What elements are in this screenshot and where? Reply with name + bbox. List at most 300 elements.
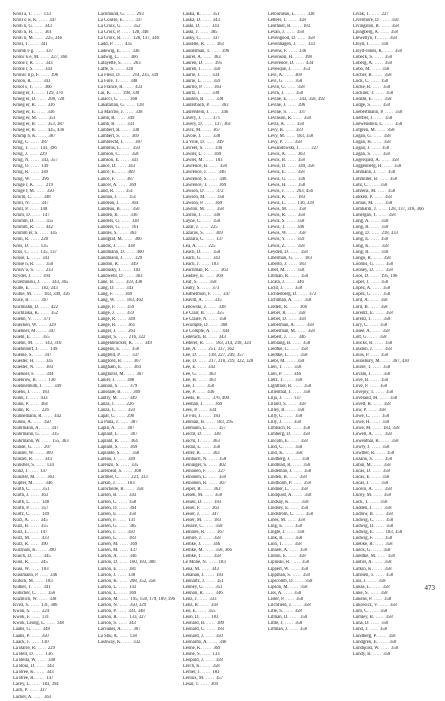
entry-pages: 358: [382, 152, 390, 158]
leader-dots: .....: [371, 316, 384, 322]
entry-pages: 351: [216, 578, 224, 584]
leader-dots: .....: [203, 493, 215, 499]
entry-pages: 183: [303, 24, 311, 30]
entry-pages: 358: [303, 462, 311, 468]
entry-pages: 358: [298, 207, 306, 212]
entry-name: Lach, P.: [13, 688, 28, 694]
entry-name: Lawson, M.: [183, 194, 206, 200]
entry-pages: 131, 386: [40, 603, 58, 609]
entry-name: Landmann, J.: [98, 255, 124, 261]
entry-name: Lucey, M.: [353, 493, 373, 499]
entry-name: La France, R.: [98, 85, 124, 91]
leader-dots: .....: [282, 609, 295, 615]
leader-dots: .....: [115, 481, 128, 487]
leader-dots: .....: [199, 615, 212, 621]
entry-pages: 358: [383, 651, 391, 657]
entry-name: Lawton, M.: [183, 207, 206, 212]
entry-pages: 347: [223, 292, 231, 298]
entry-name: Kroh n, G.: [13, 24, 34, 30]
entry-name: Losee, A.: [353, 328, 371, 334]
entry-pages: 358: [303, 389, 311, 395]
entry-name: Kuhn, J.: [13, 395, 29, 401]
leader-dots: .....: [372, 560, 385, 566]
entry-pages: 149: [50, 347, 58, 353]
entry-pages: 358: [384, 566, 392, 572]
leader-dots: .....: [371, 85, 384, 91]
entry-pages: 358: [380, 499, 388, 505]
entry-name: Luis, J.: [353, 578, 367, 584]
leader-dots: .....: [121, 36, 134, 42]
leader-dots: .....: [30, 176, 42, 182]
leader-dots: .....: [30, 682, 43, 688]
entry-name: Lingle, J.: [268, 529, 286, 535]
entry-pages: 134: [46, 462, 54, 468]
entry-pages: 351: [215, 584, 223, 590]
entry-pages: 358: [385, 517, 393, 523]
leader-dots: .....: [205, 578, 217, 584]
leader-dots: .....: [286, 334, 299, 340]
entry-name: Landen, B.: [98, 213, 119, 219]
entry-pages: 358: [294, 523, 302, 529]
entry-name: Leonard, J.: [183, 633, 204, 639]
entry-pages: 350: [127, 529, 135, 535]
entry-pages: 333, 348: [128, 609, 145, 615]
leader-dots: .....: [200, 450, 213, 456]
leader-dots: .....: [373, 536, 386, 542]
entry-name: Lott, G.: [353, 334, 368, 340]
entry-name: Lawrence, S.: [183, 176, 208, 182]
leader-dots: .....: [288, 615, 301, 621]
entry-pages: 219: [45, 182, 53, 188]
entry-pages: 400: [136, 249, 144, 255]
entry-pages: 358: [385, 261, 393, 267]
leader-dots: .....: [36, 645, 48, 651]
entry-pages: 358: [395, 109, 403, 115]
entry-name: Lenz, J.: [183, 597, 198, 602]
entry-pages: 148: [42, 499, 50, 505]
entry-name: Lien, T.: [268, 365, 283, 371]
entry-name: Kuss, W.: [13, 566, 30, 572]
entry-pages: 358: [386, 572, 394, 578]
entry-name: Landers, G.: [98, 225, 120, 231]
entry-pages: 227: [381, 12, 389, 17]
leader-dots: .....: [372, 505, 385, 511]
entry-pages: 128, 348: [132, 30, 149, 36]
entry-name: Landgraf, M.: [98, 237, 123, 243]
entry-name: Lauterbach, P.: [183, 103, 210, 109]
entry-name: Krus, C.: [13, 249, 29, 255]
entry-pages: 137: [216, 237, 224, 243]
leader-dots: .....: [376, 554, 388, 560]
leader-dots: .....: [201, 115, 214, 121]
leader-dots: .....: [293, 54, 305, 60]
entry-name: Lavoie, J.: [183, 133, 202, 139]
entry-pages: 358: [219, 456, 227, 462]
leader-dots: .....: [205, 42, 217, 48]
leader-dots: .....: [118, 597, 131, 602]
entry-pages: 369: [130, 444, 138, 450]
entry-name: Lieberman, A.: [268, 322, 295, 328]
entry-pages: 337: [132, 353, 140, 359]
leader-dots: .....: [200, 24, 213, 30]
leader-dots: .....: [119, 152, 132, 158]
leader-dots: .....: [30, 487, 43, 493]
entry-name: Lowell, A.: [353, 432, 373, 438]
leader-dots: .....: [287, 207, 299, 212]
entry-name: Lamb, B.: [98, 121, 116, 127]
entry-name: Leidal, L.: [183, 444, 202, 450]
leader-dots: .....: [285, 359, 298, 365]
entry-name: Levin, J.: [268, 91, 285, 97]
entry-pages: 334: [209, 408, 217, 414]
leader-dots: .....: [32, 353, 45, 359]
leader-dots: .....: [285, 219, 298, 225]
entry-name: Lance, F.: [98, 176, 116, 182]
leader-dots: .....: [283, 536, 296, 542]
entry-pages: 198, 330: [122, 91, 140, 97]
entry-name: Ludden, J.: [353, 505, 373, 511]
leader-dots: .....: [116, 164, 129, 170]
entry-name: Lamb, R.: [98, 115, 116, 121]
entry-pages: 358: [303, 481, 311, 487]
leader-dots: .....: [40, 280, 52, 286]
entry-name: Lauren, D.: [183, 60, 204, 66]
entry-pages: 369: [45, 450, 53, 456]
entry-pages: 387: [126, 176, 134, 182]
entry-name: Layne, C.: [183, 219, 202, 225]
leader-dots: .....: [31, 554, 44, 560]
entry-pages: 358: [383, 139, 391, 145]
entry-pages: 358: [294, 609, 302, 615]
entry-pages: 358: [384, 97, 392, 103]
entry-pages: 343: [211, 566, 219, 572]
leader-dots: .....: [204, 274, 216, 280]
entry-pages: 358: [380, 237, 389, 243]
leader-dots: .....: [117, 566, 130, 572]
leader-dots: .....: [373, 310, 386, 316]
leader-dots: .....: [207, 456, 220, 462]
entry-pages: 358: [298, 18, 306, 24]
entry-pages: 358: [297, 219, 305, 225]
entry-pages: 136, 339: [297, 200, 314, 206]
entry-pages: 338: [49, 597, 57, 602]
leader-dots: .....: [29, 493, 41, 499]
entry-pages: 358: [390, 30, 398, 36]
entry-name: Ling, E.: [268, 523, 284, 529]
leader-dots: .....: [203, 657, 216, 663]
leader-dots: .....: [118, 54, 131, 60]
entry-pages: 183, 358: [385, 529, 403, 535]
leader-dots: .....: [371, 133, 384, 139]
entry-pages: 355: [216, 310, 224, 316]
entry-name: Lines, M.: [268, 517, 287, 523]
entry-pages: 358: [302, 572, 310, 578]
entry-pages: 358: [302, 432, 310, 438]
entry-pages: 345: [46, 359, 54, 365]
entry-name: Lofgren, M.: [353, 127, 376, 133]
entry-name: Lindstrom, C.: [268, 511, 295, 517]
entry-pages: 183, 394: [42, 682, 59, 688]
entry-pages: 346: [215, 590, 223, 596]
entry-pages: 293: [136, 12, 144, 17]
leader-dots: .....: [369, 621, 382, 627]
entry-pages: 363: [212, 450, 220, 456]
leader-dots: .....: [36, 97, 48, 103]
leader-dots: .....: [369, 237, 381, 243]
entry-pages: 367: [133, 359, 141, 365]
leader-dots: .....: [201, 645, 214, 651]
leader-dots: .....: [120, 72, 133, 78]
leader-dots: .....: [203, 584, 216, 590]
leader-dots: .....: [367, 334, 380, 340]
entry-name: Lehman, B.: [183, 420, 206, 426]
entry-name: Larkin, J.: [98, 481, 116, 487]
entry-pages: 218, 333: [381, 231, 398, 237]
leader-dots: .....: [292, 115, 304, 121]
entry-pages: 358: [380, 609, 388, 615]
entry-name: Kuzmich, W.: [13, 597, 38, 602]
entry-pages: 183, 402: [126, 298, 144, 304]
leader-dots: .....: [117, 560, 130, 566]
leader-dots: .....: [196, 371, 209, 377]
entry-name: Luedtke, M.: [353, 554, 377, 560]
leader-dots: .....: [290, 432, 303, 438]
leader-dots: .....: [124, 487, 137, 493]
entry-name: Lipinski, R.: [268, 560, 291, 566]
entry-name: Lenney, G.: [183, 584, 204, 590]
entry-name: Krumm, R.: [13, 225, 35, 231]
entry-name: Lopez, C.: [353, 292, 372, 298]
entry-name: Kuhrmann, W.: [13, 438, 41, 444]
entry-pages: 368: [134, 469, 142, 475]
entry-name: Lebowski, J.: [183, 304, 207, 310]
entry-name: Long, D.: [353, 231, 370, 237]
leader-dots: .....: [284, 91, 296, 97]
entry-pages: 358: [300, 347, 308, 353]
entry-name: Leroux, M.: [183, 676, 205, 682]
leader-dots: .....: [207, 426, 219, 432]
entry-pages: 358: [382, 146, 390, 152]
leader-dots: .....: [380, 359, 393, 365]
entry-pages: 347: [44, 353, 52, 359]
leader-dots: .....: [34, 225, 46, 231]
leader-dots: .....: [283, 79, 296, 85]
entry-name: Lemaire, R.: [183, 529, 206, 535]
entry-name: Laplant, L.: [98, 432, 119, 438]
entry-name: Low, P.: [353, 408, 367, 414]
entry-pages: 336: [215, 146, 223, 152]
entry-pages: 358: [379, 334, 387, 340]
entry-name: Loos, D.: [353, 274, 370, 280]
entry-pages: 355: [40, 523, 48, 529]
entry-pages: 337: [298, 109, 306, 115]
leader-dots: .....: [33, 450, 46, 456]
entry-name: Kurz, M.: [13, 536, 31, 542]
leader-dots: .....: [114, 188, 126, 194]
entry-pages: 358: [212, 664, 220, 670]
leader-dots: .....: [369, 225, 382, 231]
entry-name: Levine, J.: [268, 103, 287, 109]
entry-name: Ladwig, C.: [98, 54, 119, 60]
leader-dots: .....: [30, 213, 43, 219]
leader-dots: .....: [201, 213, 214, 219]
entry-name: Lokken, P.: [353, 194, 373, 200]
entry-name: Kuchlaika, K.: [13, 310, 40, 316]
leader-dots: .....: [120, 127, 133, 133]
entry-name: Kuecken, W.: [13, 322, 38, 328]
entry-pages: 147: [40, 469, 48, 475]
entry-pages: 343: [44, 456, 52, 462]
entry-name: Kunz, J.: [13, 469, 29, 475]
leader-dots: .....: [34, 219, 47, 225]
page-number: 473: [424, 584, 435, 592]
leader-dots: .....: [283, 377, 296, 383]
entry-pages: 225: [210, 225, 218, 231]
entry-pages: 358: [129, 499, 137, 505]
entry-name: Levenhagen, J.: [268, 42, 297, 48]
leader-dots: .....: [33, 341, 45, 347]
entry-pages: 358: [378, 578, 386, 584]
leader-dots: .....: [372, 597, 385, 602]
entry-pages: 363: [211, 505, 220, 511]
entry-name: Larson, L.: [98, 590, 118, 596]
leader-dots: .....: [124, 103, 137, 109]
leader-dots: .....: [36, 657, 49, 663]
entry-name: Long, K.: [353, 243, 370, 249]
entry-name: Lewis, T.: [268, 225, 286, 231]
entry-name: Kuenle, S.: [13, 353, 33, 359]
entry-pages: 337: [135, 18, 143, 24]
leader-dots: .....: [120, 30, 133, 36]
entry-pages: 369: [215, 231, 223, 237]
leader-dots: .....: [117, 536, 129, 542]
entry-name: Kuhrmann, A.: [13, 426, 40, 432]
entry-pages: 366: [44, 85, 52, 91]
entry-pages: 358: [387, 450, 395, 456]
entry-name: Leeman, J.: [183, 402, 204, 407]
leader-dots: .....: [289, 505, 301, 511]
leader-dots: .....: [117, 499, 130, 505]
leader-dots: .....: [35, 475, 48, 481]
entry-pages: 346: [296, 280, 304, 286]
entry-name: Lobeck, S.: [353, 54, 374, 60]
leader-dots: .....: [366, 408, 379, 414]
entry-name: Lourie, T.: [353, 365, 372, 371]
entry-pages: 358: [382, 420, 390, 426]
entry-pages: 358: [294, 365, 302, 371]
entry-pages: 364: [40, 402, 48, 407]
entry-name: Lee, J.: [183, 383, 196, 389]
entry-name: Lonergan, T.: [353, 213, 377, 219]
leader-dots: .....: [291, 462, 304, 468]
entry-name: Lemke, J.: [183, 542, 202, 548]
leader-dots: .....: [372, 97, 385, 103]
entry-pages: 358: [380, 79, 389, 85]
entry-name: Krumm er, S.: [13, 231, 39, 237]
entry-pages: 358: [216, 207, 224, 212]
entry-pages: 372: [216, 188, 224, 194]
leader-dots: .....: [369, 42, 382, 48]
leader-dots: .....: [123, 18, 136, 24]
entry-name: Larson, S.: [98, 621, 118, 627]
entry-pages: 183: [127, 481, 135, 487]
entry-name: Lovato, J.: [353, 371, 372, 377]
entry-pages: 358: [384, 194, 392, 200]
entry-pages: 358: [382, 444, 390, 450]
entry-name: Lindblad, R.: [268, 462, 292, 468]
leader-dots: .....: [207, 639, 220, 645]
entry-name: Lindholm, P.: [268, 481, 293, 487]
entry-name: Lance, D.: [98, 164, 117, 170]
entry-pages: 332: [133, 639, 141, 645]
entry-pages: 350, 329: [129, 603, 147, 609]
entry-name: Kroh n, H.: [13, 30, 34, 36]
index-columns: [13, 12, 433, 701]
entry-name: Larsen, M.: [98, 548, 119, 554]
entry-name: Kuce, B.: [13, 298, 30, 304]
entry-pages: 358: [213, 444, 221, 450]
leader-dots: .....: [208, 322, 221, 328]
entry-name: Kurtz, C.: [13, 511, 31, 517]
entry-name: Licht, J.: [268, 286, 284, 292]
entry-pages: 347: [48, 328, 56, 334]
entry-name: Larsen, C.: [98, 499, 118, 505]
leader-dots: .....: [370, 584, 383, 590]
leader-dots: .....: [205, 621, 217, 627]
entry-pages: 336: [132, 48, 140, 54]
entry-name: Lukens, P.: [353, 597, 373, 602]
entry-pages: 373: [212, 286, 220, 292]
entry-pages: 350: [41, 633, 49, 639]
leader-dots: .....: [115, 414, 128, 420]
leader-dots: .....: [118, 261, 131, 267]
entry-pages: 387: [135, 139, 143, 145]
entry-pages: 341: [131, 158, 139, 164]
entry-name: Loomis, G.: [353, 261, 375, 267]
entry-pages: 358: [389, 176, 397, 182]
leader-dots: .....: [287, 109, 299, 115]
entry-name: Leinonen, R.: [183, 481, 208, 487]
entry-pages: 336: [298, 176, 306, 182]
entry-name: Krug, R.: [13, 170, 30, 176]
entry-name: Lilja, J.: [268, 395, 283, 401]
entry-pages: 358: [306, 322, 314, 328]
entry-pages: 436: [207, 389, 215, 395]
entry-pages: 358: [301, 560, 310, 566]
entry-pages: 444: [222, 328, 230, 334]
entry-name: Kuhn, P.: [13, 402, 30, 407]
entry-pages: 349: [54, 383, 62, 389]
entry-name: Laplante, S.: [98, 450, 121, 456]
entry-name: Lehmann, L.: [183, 426, 208, 432]
leader-dots: .....: [118, 383, 131, 389]
leader-dots: .....: [285, 237, 298, 243]
entry-pages: 208, 352, 358: [129, 578, 156, 584]
leader-dots: .....: [371, 292, 384, 298]
entry-name: Luehrs, A.: [353, 560, 373, 566]
entry-name: Leinbach, N.: [183, 456, 208, 462]
entry-pages: 358: [299, 627, 307, 633]
leader-dots: .....: [121, 267, 134, 273]
entry-name: Kuehner, F.: [13, 371, 35, 377]
leader-dots: .....: [286, 182, 299, 188]
leader-dots: .....: [29, 639, 42, 645]
entry-name: Leeds, B.: [183, 395, 201, 401]
entry-name: Luebke, R.: [353, 542, 374, 548]
entry-name: Lavery, D.: [183, 121, 203, 127]
entry-pages: 390: [48, 548, 56, 554]
entry-name: Lloyd-Jones, K.: [353, 48, 384, 54]
